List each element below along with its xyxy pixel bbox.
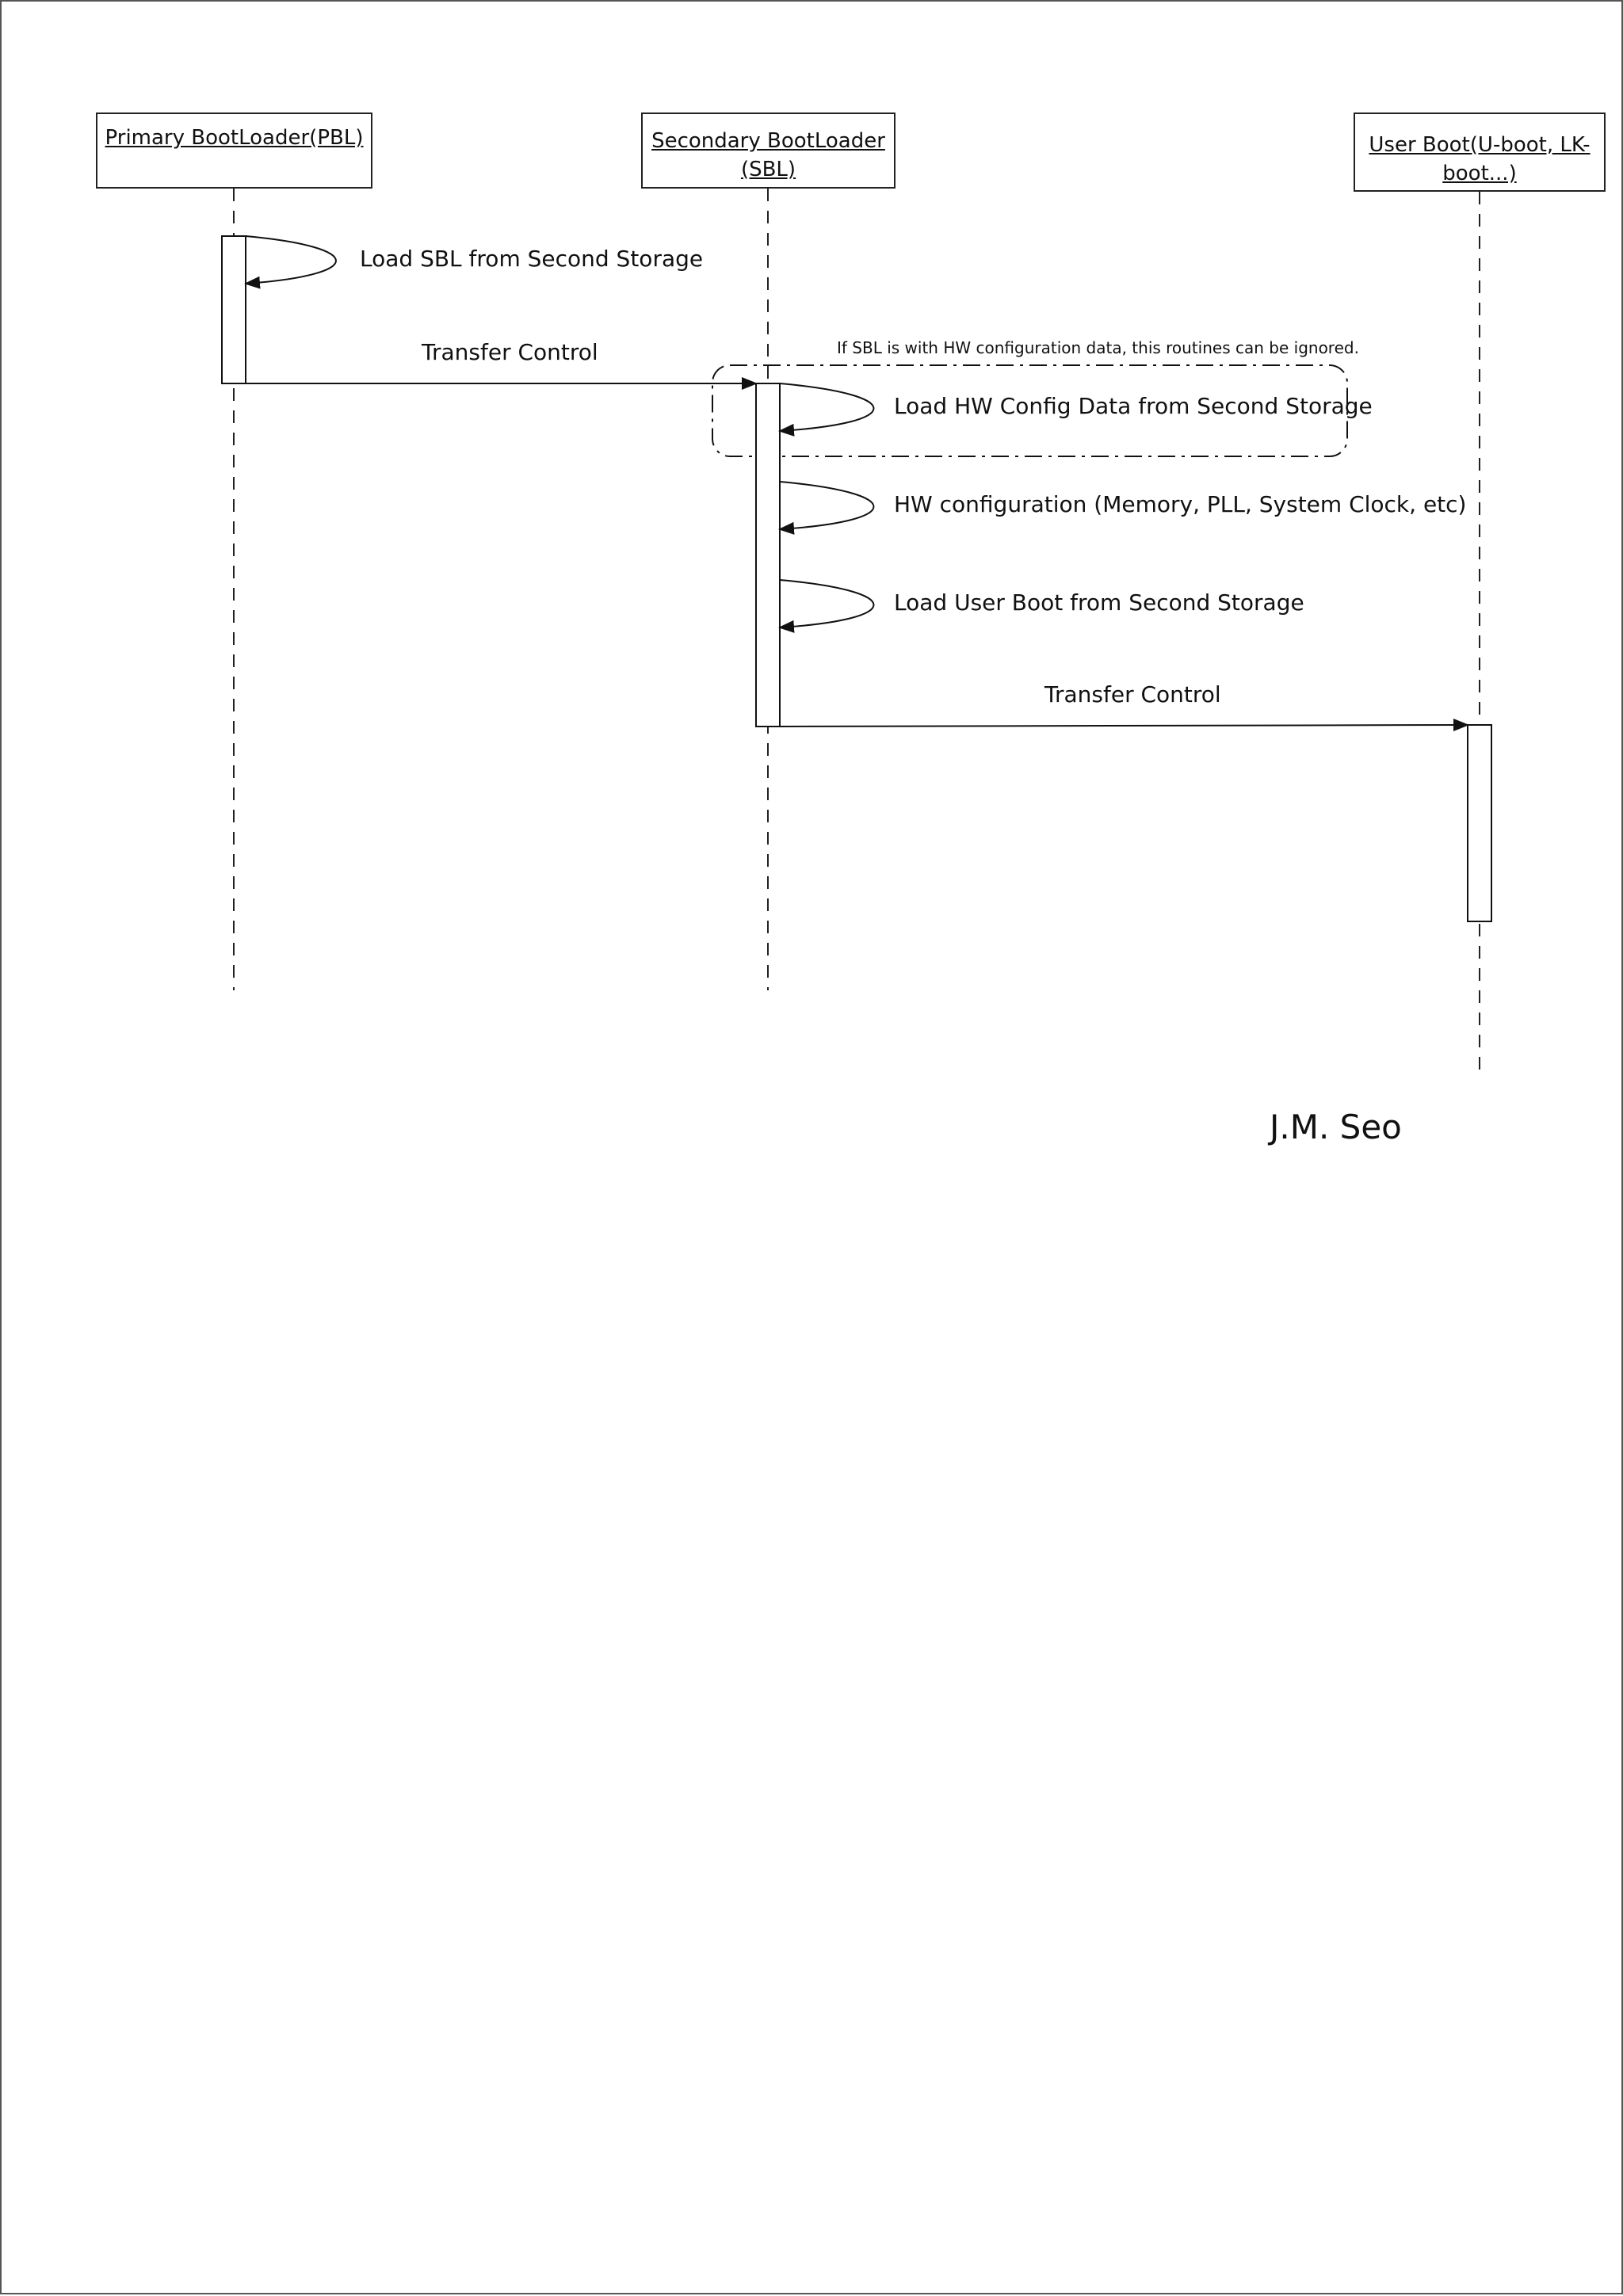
participant-uboot [1354, 113, 1606, 192]
self-arrow-hw-configuration [780, 482, 874, 529]
activation-uboot [1468, 725, 1491, 921]
participant-uboot-label-line1: User Boot(U-boot, LK- [1369, 133, 1591, 157]
participant-pbl-label: Primary BootLoader(PBL) [105, 126, 364, 150]
message-label-transfer-control-2: Transfer Control [1044, 681, 1221, 707]
participant-sbl-label-line1: Secondary BootLoader [651, 129, 885, 153]
message-label-transfer-control-1: Transfer Control [422, 339, 598, 365]
participant-pbl [96, 113, 372, 189]
self-arrow-load-sbl [246, 236, 336, 284]
author-name: J.M. Seo [1270, 1108, 1402, 1146]
optional-group-note: If SBL is with HW configuration data, this routines can be ignored. [837, 338, 1359, 357]
sequence-diagram-canvas [2, 2, 1623, 2296]
activation-pbl [222, 236, 246, 383]
participant-sbl [641, 113, 896, 189]
participant-uboot-label-line2: boot...) [1442, 162, 1517, 185]
message-label-load-sbl: Load SBL from Second Storage [360, 246, 704, 272]
self-arrow-load-hw-config [780, 383, 874, 431]
participant-sbl-label-line2b: (SBL) [740, 158, 796, 181]
message-label-hw-configuration: HW configuration (Memory, PLL, System Clock, etc) [894, 491, 1467, 517]
activation-sbl [756, 383, 780, 727]
message-label-load-user-boot: Load User Boot from Second Storage [894, 589, 1304, 616]
arrow-transfer-sbl-uboot [780, 725, 1468, 727]
message-label-load-hw-config: Load HW Config Data from Second Storage [894, 393, 1373, 419]
self-arrow-load-user-boot [780, 580, 874, 627]
